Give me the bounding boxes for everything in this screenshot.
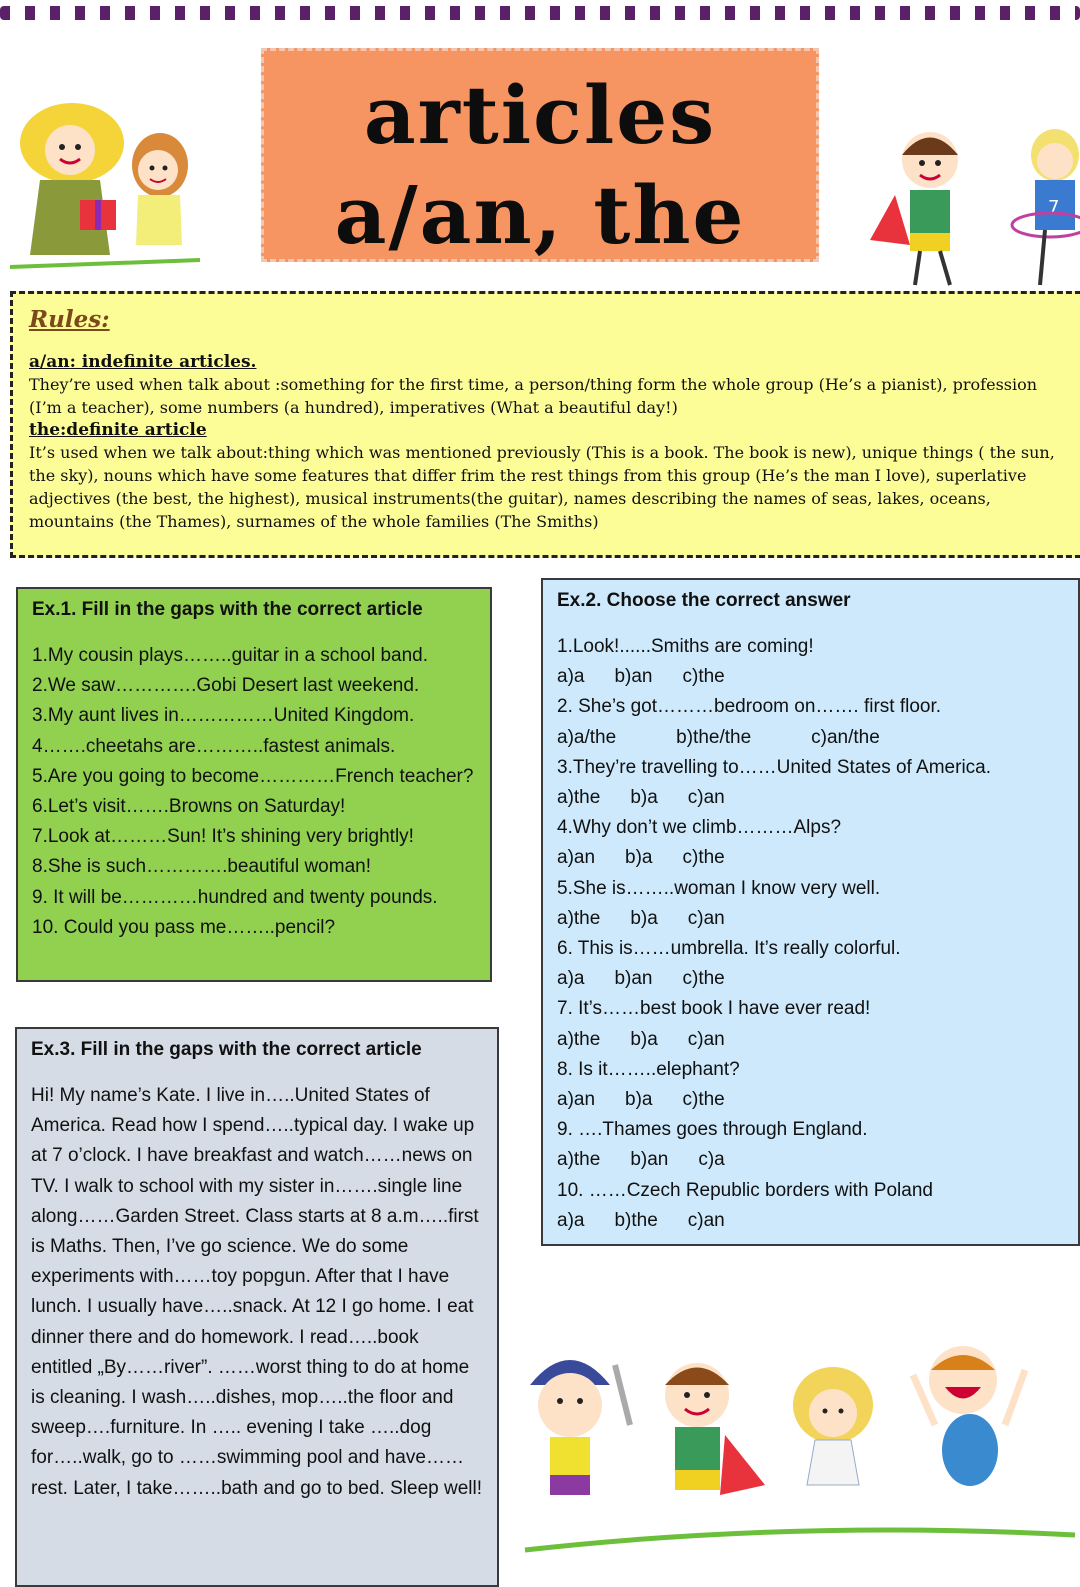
ex2-question: 10. ……Czech Republic borders with Poland xyxy=(557,1179,933,1201)
svg-text:7: 7 xyxy=(1048,197,1060,218)
ex1-line: 10. Could you pass me……..pencil? xyxy=(32,916,336,938)
ex2-question: 9. ….Thames goes through England. xyxy=(557,1119,868,1141)
rules-heading: Rules: xyxy=(29,306,110,333)
ex1-line: 6.Let’s visit…….Browns on Saturday! xyxy=(32,796,346,818)
exercise-3-box xyxy=(15,1027,499,1587)
option-c: c)an xyxy=(687,907,725,929)
ex2-question: 3.They’re travelling to……United States of America. xyxy=(557,756,992,778)
option-c: c)an xyxy=(687,1209,725,1231)
decorative-top-border xyxy=(0,6,1080,20)
ex2-options xyxy=(557,662,1064,692)
ex1-line: 2.We saw………….Gobi Desert last weekend. xyxy=(32,675,420,697)
option-c: c)an xyxy=(687,1028,725,1050)
option-b: b)the/the xyxy=(676,726,752,748)
four-kids-illustration xyxy=(515,1325,1080,1579)
ex1-line: 8.She is such………….beautiful woman! xyxy=(32,856,371,878)
option-b: b)a xyxy=(630,787,658,809)
option-a: a)a xyxy=(557,1209,585,1231)
title-line-1: articles xyxy=(363,68,717,162)
indefinite-heading: a/an: indefinite articles. xyxy=(29,352,257,372)
exercise-1-title: Ex.1. Fill in the gaps with the correct article xyxy=(32,599,423,620)
option-a: a)the xyxy=(557,1149,601,1171)
option-c: c)a xyxy=(698,1149,725,1171)
exercise-3-title: Ex.3. Fill in the gaps with the correct article xyxy=(31,1039,422,1060)
ex1-line: 7.Look at………Sun! It’s shining very brightly! xyxy=(32,826,414,848)
ex2-options xyxy=(557,723,1064,753)
option-b: b)the xyxy=(614,1209,658,1231)
option-a: a)an xyxy=(557,847,596,869)
title-box xyxy=(261,48,819,262)
ex2-question: 5.She is……..woman I know very well. xyxy=(557,877,881,899)
ex2-options xyxy=(557,843,1064,873)
ex2-question: 1.Look!......Smiths are coming! xyxy=(557,636,814,657)
option-b: b)a xyxy=(625,1089,653,1111)
ex1-line: 4…….cheetahs are………..fastest animals. xyxy=(32,735,396,757)
option-a: a)the xyxy=(557,787,601,809)
ex2-options xyxy=(557,783,1064,813)
option-c: c)the xyxy=(682,968,725,990)
option-a: a)an xyxy=(557,1089,596,1111)
ex2-options xyxy=(557,1145,1064,1175)
option-b: b)an xyxy=(614,666,653,688)
exercise-3-text: Hi! My name’s Kate. I live in…..United States of America. Read how I spend…..typical day. I wake up at 7 o’clock. I have breakfast and watch……news on TV. I walk to school with my sister in…….single line along……Garden Street. Class starts at 8 a.m…..first is Maths. Then, I’ve go science. We do some experiments with……toy popgun. After that I have lunch. I usually have…..snack. At 12 I go home. I eat dinner there and do homework. I read…..book entitled „By……river”. ……worst thing to do at home is cleaning. I wash…..dishes, mop…..the floor and sweep….furniture. In ….. evening I take …..dog for…..walk, go to ……swimming pool and have……rest. Later, I take……..bath and go to bed. Sleep well! xyxy=(31,1085,482,1499)
option-a: a)the xyxy=(557,907,601,929)
rules-box xyxy=(10,291,1080,558)
definite-text: It’s used when we talk about:thing which was mentioned previously (This is a book. The book is new), unique things ( the sun, the sky), nouns which have some features that differ frim the rest things from this group (He’s the man I love), superlative adjectives (the best, the highest), musical instruments(the guitar), names describing the names of seas, lakes, oceans, mountains (the Thames), surnames of the whole families (The Smiths) xyxy=(29,443,1055,531)
ex2-options xyxy=(557,1025,1064,1055)
option-b: b)a xyxy=(630,907,658,929)
option-b: b)an xyxy=(630,1149,669,1171)
option-b: b)a xyxy=(630,1028,658,1050)
title-line-2: a/an, the xyxy=(334,168,746,262)
option-a: a)the xyxy=(557,1028,601,1050)
option-b: b)a xyxy=(625,847,653,869)
ex1-line: 1.My cousin plays……..guitar in a school band. xyxy=(32,645,429,666)
ex1-line: 5.Are you going to become…………French teacher? xyxy=(32,765,474,787)
ex2-options xyxy=(557,964,1064,994)
ex2-options xyxy=(557,1085,1064,1115)
ex2-question: 7. It’s……best book I have ever read! xyxy=(557,998,871,1020)
ex1-line: 3.My aunt lives in……………United Kingdom. xyxy=(32,705,415,727)
ex2-question: 8. Is it……..elephant? xyxy=(557,1058,740,1080)
definite-heading: the:definite article xyxy=(29,420,207,440)
option-a: a)a xyxy=(557,666,585,688)
option-c: c)the xyxy=(682,1089,725,1111)
option-a: a)a xyxy=(557,968,585,990)
exercise-1-box xyxy=(16,587,492,982)
option-c: c)an xyxy=(687,787,725,809)
option-c: c)the xyxy=(682,847,725,869)
ex2-question: 2. She’s got………bedroom on……. first floor. xyxy=(557,696,942,718)
option-b: b)an xyxy=(614,968,653,990)
option-c: c)the xyxy=(682,666,725,688)
ex1-line: 9. It will be…………hundred and twenty pounds. xyxy=(32,886,438,908)
ex2-options xyxy=(557,1206,1064,1236)
ex2-question: 4.Why don’t we climb………Alps? xyxy=(557,817,842,839)
ex2-question: 6. This is……umbrella. It’s really colorful. xyxy=(557,938,901,960)
option-a: a)a/the xyxy=(557,726,617,748)
girls-with-gift-illustration xyxy=(10,95,200,275)
ex2-options xyxy=(557,904,1064,934)
boy-and-girl-illustration xyxy=(850,125,1080,290)
exercise-2-title: Ex.2. Choose the correct answer xyxy=(557,590,851,611)
exercise-2-box xyxy=(541,578,1080,1246)
indefinite-text: They’re used when talk about :something for the first time, a person/thing form the whole group (He’s a pianist), profession (I’m a teacher), some numbers (a hundred), imperatives (What a beautiful day!) xyxy=(29,375,1038,417)
option-c: c)an/the xyxy=(811,726,880,748)
